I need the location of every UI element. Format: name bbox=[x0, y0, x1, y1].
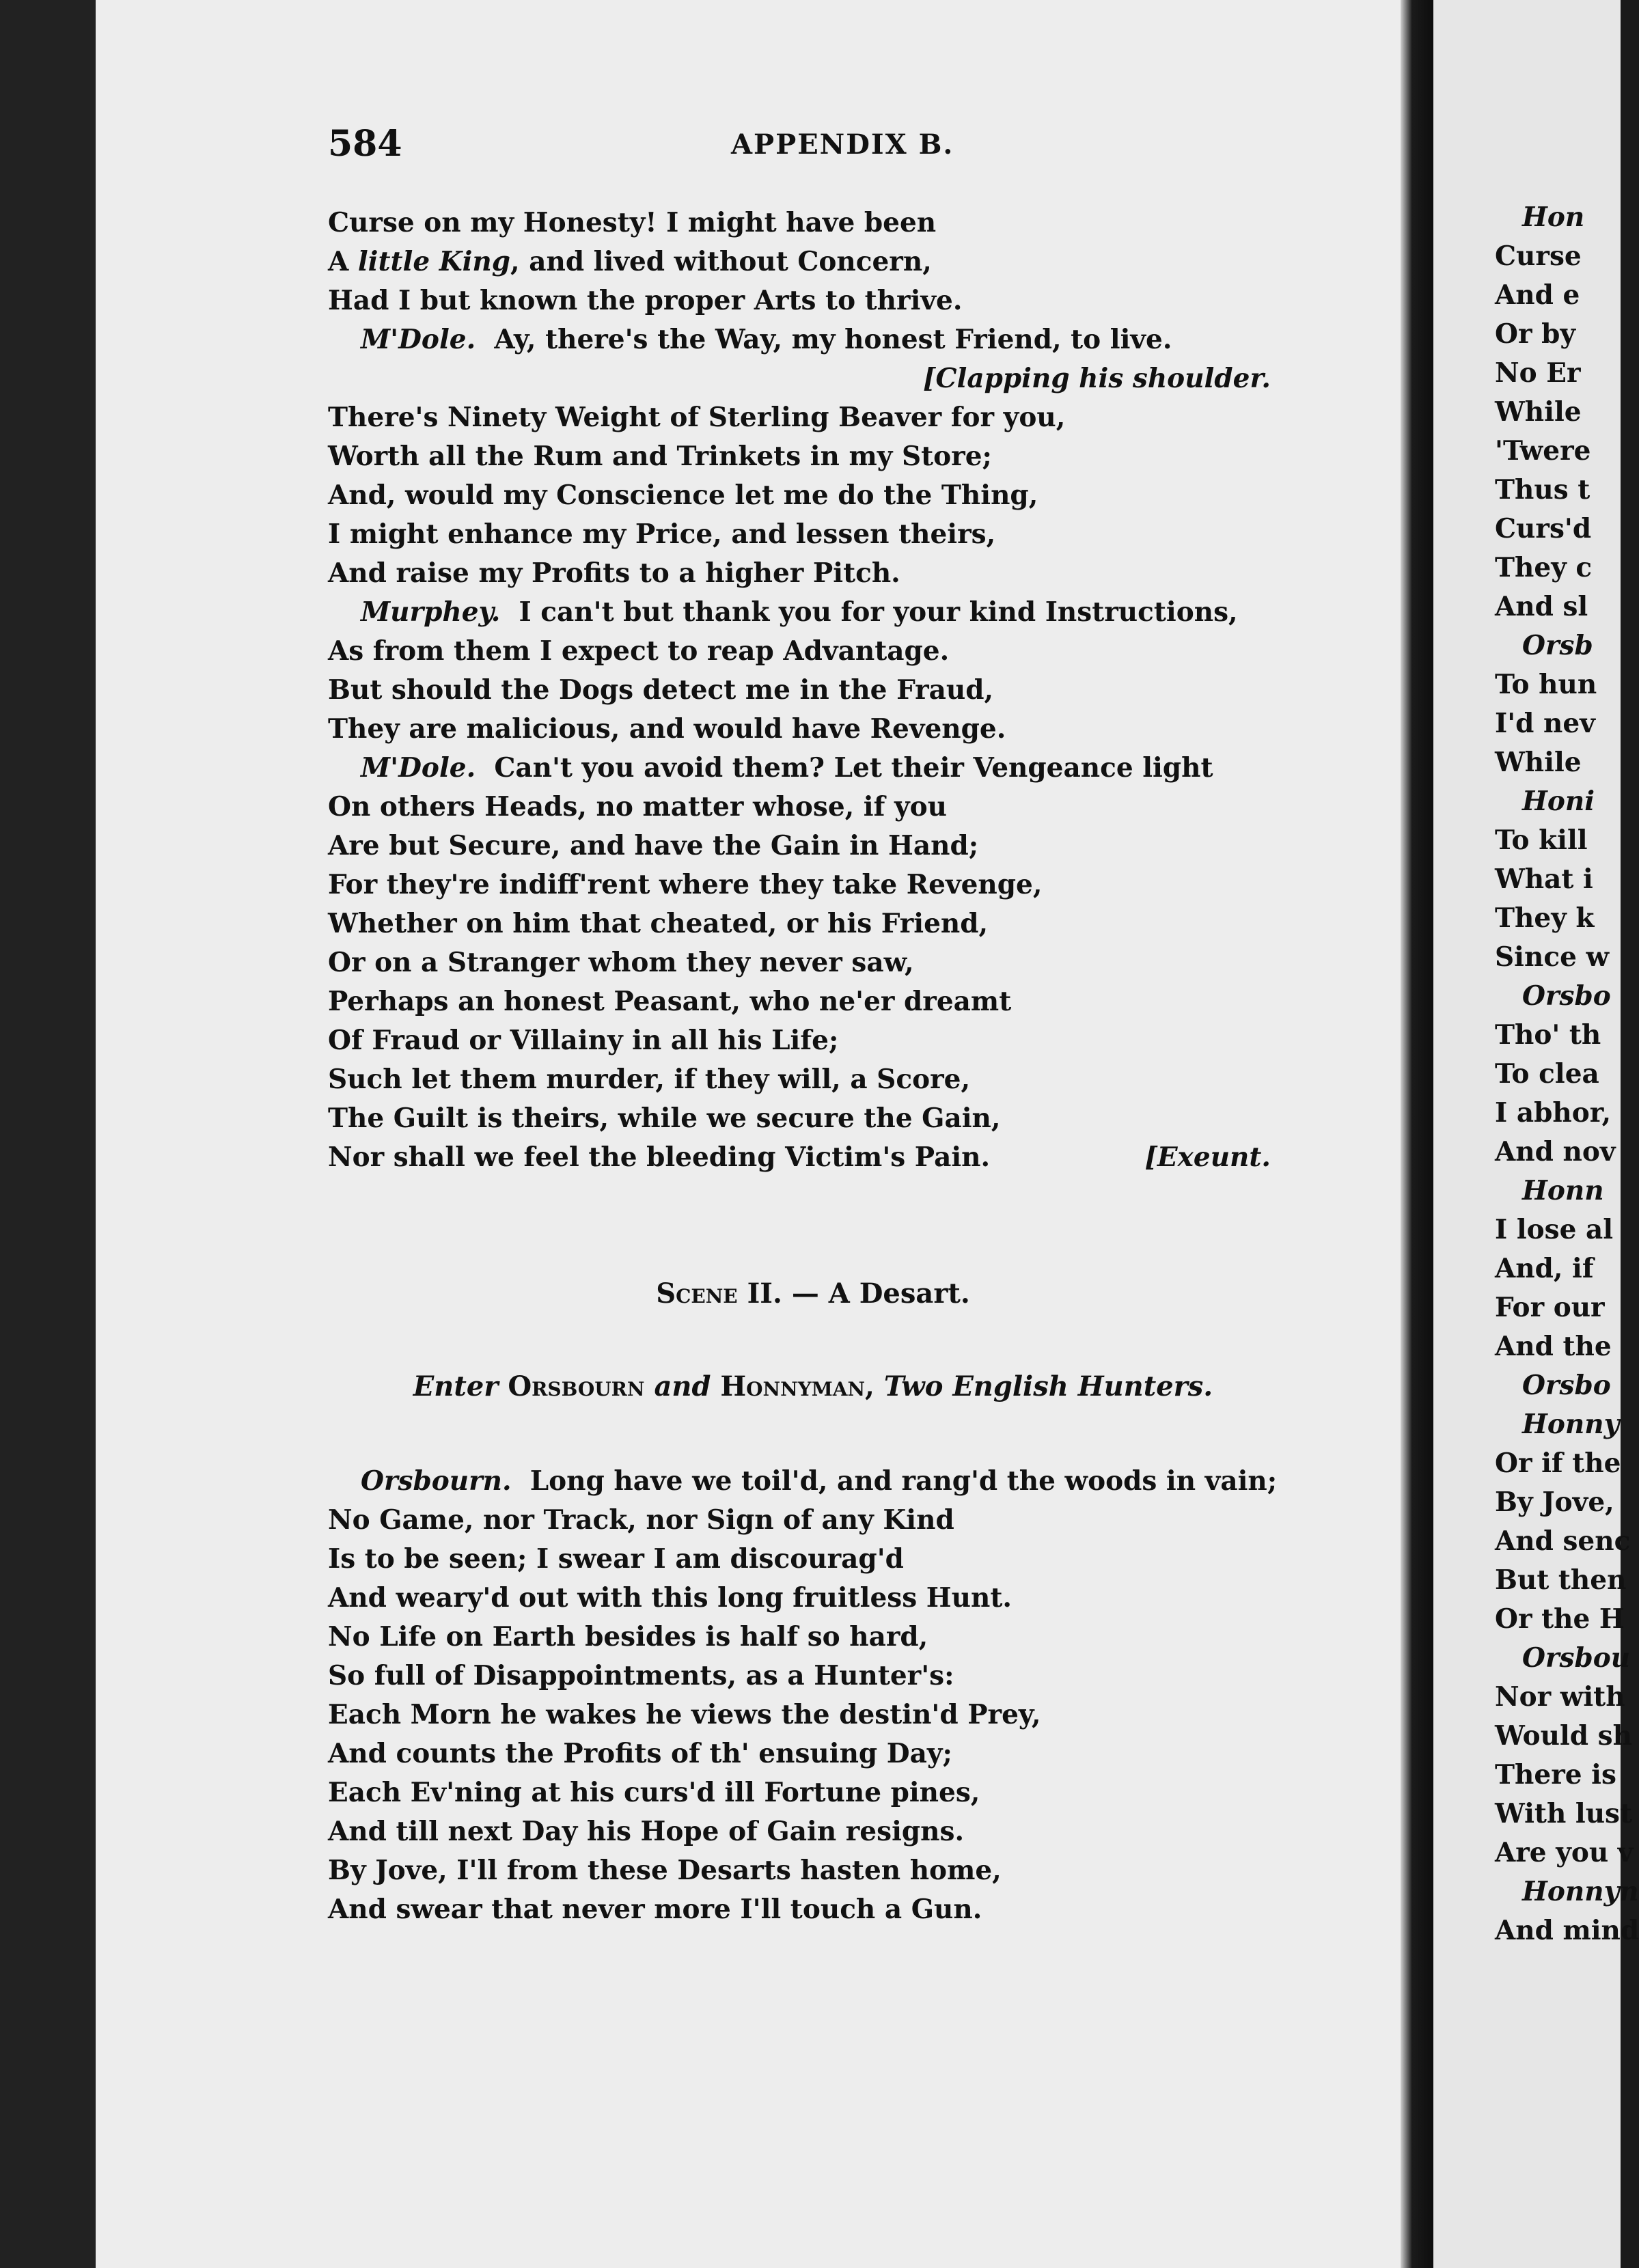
verse-line: No Game, nor Track, nor Sign of any Kind bbox=[328, 1504, 954, 1536]
scene-heading bbox=[328, 1277, 1298, 1310]
speech-line bbox=[328, 1462, 1277, 1501]
facing-page-line: Are you v bbox=[1495, 1837, 1634, 1868]
facing-page-line: By Jove, bbox=[1495, 1486, 1614, 1518]
facing-page-line: No Er bbox=[1495, 357, 1581, 389]
facing-page-line: And mind bbox=[1495, 1915, 1639, 1946]
verse-line: Had I but known the proper Arts to thrive. bbox=[328, 285, 963, 316]
verse-line: Is to be seen; I swear I am discourag'd bbox=[328, 1543, 904, 1575]
verse-line: And swear that never more I'll touch a Gun. bbox=[328, 1894, 982, 1925]
verse-line: Each Morn he wakes he views the destin'd Prey, bbox=[328, 1699, 1041, 1730]
verse-text: , and lived without Concern, bbox=[510, 246, 932, 277]
facing-page-line: Orsbou bbox=[1522, 1642, 1631, 1674]
verse-line: Each Ev'ning at his curs'd ill Fortune pines, bbox=[328, 1777, 980, 1808]
verse-line: Perhaps an honest Peasant, who ne'er dreamt bbox=[328, 986, 1012, 1017]
facing-page-line: Orsbo bbox=[1522, 980, 1611, 1012]
facing-page-line: There is bbox=[1495, 1759, 1616, 1790]
verse-line: And till next Day his Hope of Gain resigns. bbox=[328, 1816, 965, 1847]
verse-line: Are but Secure, and have the Gain in Hand; bbox=[328, 830, 979, 861]
page-number: 584 bbox=[328, 123, 402, 165]
character-name-2: Honnyman, bbox=[720, 1370, 874, 1402]
facing-page-line: 'Twere bbox=[1495, 435, 1591, 467]
facing-page-line: Honn bbox=[1522, 1175, 1604, 1206]
facing-page-line: While bbox=[1495, 747, 1582, 778]
verse-line: And raise my Profits to a higher Pitch. bbox=[328, 557, 900, 589]
speaker-name: M'Dole. bbox=[361, 324, 476, 355]
facing-page-line: Tho' th bbox=[1495, 1019, 1601, 1051]
facing-page-line: With lust bbox=[1495, 1798, 1633, 1829]
verse-line: Of Fraud or Villainy in all his Life; bbox=[328, 1025, 839, 1056]
verse-text: Nor shall we feel the bleeding Victim's Pain. bbox=[328, 1142, 991, 1173]
speaker-name: Murphey. bbox=[361, 596, 501, 628]
verse-line: The Guilt is theirs, while we secure the Gain, bbox=[328, 1103, 1001, 1134]
entrance-tail: Two English Hunters. bbox=[883, 1370, 1213, 1402]
facing-page-line: Honny bbox=[1522, 1409, 1620, 1440]
verse-line: And weary'd out with this long fruitless Hunt. bbox=[328, 1582, 1012, 1614]
facing-page-line: And e bbox=[1495, 279, 1580, 311]
facing-page-line: Would sh bbox=[1495, 1720, 1632, 1752]
speech-text: Can't you avoid them? Let their Vengeance light bbox=[494, 752, 1213, 784]
speech-line bbox=[328, 593, 1271, 632]
running-head: APPENDIX B. bbox=[731, 128, 954, 161]
verse-text: A bbox=[328, 246, 358, 277]
verse-line: Worth all the Rum and Trinkets in my Store; bbox=[328, 441, 992, 472]
enter-word: Enter bbox=[413, 1370, 499, 1402]
verse-block-scene-1 bbox=[328, 204, 1271, 1177]
facing-page-line: I abhor, bbox=[1495, 1097, 1612, 1129]
speech-line bbox=[328, 749, 1271, 788]
verse-line: As from them I expect to reap Advantage. bbox=[328, 635, 950, 667]
facing-page-line: But then bbox=[1495, 1564, 1627, 1596]
verse-line: So full of Disappointments, as a Hunter's: bbox=[328, 1660, 954, 1691]
character-name-1: Orsbourn bbox=[508, 1370, 645, 1402]
verse-line bbox=[328, 243, 1271, 281]
facing-page-line: For our bbox=[1495, 1292, 1605, 1323]
facing-page-line: Curs'd bbox=[1495, 513, 1592, 544]
verse-line: For they're indiff'rent where they take Revenge, bbox=[328, 869, 1043, 900]
facing-page-line: Thus t bbox=[1495, 474, 1590, 506]
verse-line: And, would my Conscience let me do the Thing, bbox=[328, 480, 1038, 511]
facing-page-line: They c bbox=[1495, 552, 1593, 583]
facing-page-line: Curse bbox=[1495, 240, 1582, 272]
and-word: and bbox=[654, 1370, 711, 1402]
emphasis-text: little King bbox=[357, 246, 511, 277]
facing-page-line: While bbox=[1495, 396, 1582, 428]
verse-line: They are malicious, and would have Revenge. bbox=[328, 713, 1006, 745]
speech-text: Ay, there's the Way, my honest Friend, to live. bbox=[494, 324, 1172, 355]
facing-page-line: And sl bbox=[1495, 591, 1588, 622]
facing-page-line: Orsb bbox=[1522, 630, 1593, 661]
page-header bbox=[328, 123, 1298, 171]
verse-line bbox=[328, 1138, 1271, 1177]
verse-line: I might enhance my Price, and lessen theirs, bbox=[328, 518, 996, 550]
facing-page-line: And nov bbox=[1495, 1136, 1616, 1167]
facing-page-line: I lose al bbox=[1495, 1214, 1614, 1245]
facing-page-line: Honi bbox=[1522, 786, 1595, 817]
facing-page-line: And the bbox=[1495, 1331, 1612, 1362]
facing-page-line: I'd nev bbox=[1495, 708, 1595, 739]
book-gutter bbox=[1401, 0, 1433, 2268]
facing-page-line: What i bbox=[1495, 863, 1593, 895]
facing-page-line: Orsbo bbox=[1522, 1370, 1611, 1401]
facing-page-line: Hon bbox=[1522, 202, 1585, 233]
scene-word: Scene bbox=[656, 1277, 738, 1310]
verse-line: But should the Dogs detect me in the Fraud, bbox=[328, 674, 994, 706]
verse-line: No Life on Earth besides is half so hard, bbox=[328, 1621, 928, 1652]
speaker-name: Orsbourn. bbox=[361, 1465, 512, 1497]
verse-line: Or on a Stranger whom they never saw, bbox=[328, 947, 914, 978]
facing-page-line: And, if bbox=[1495, 1253, 1594, 1284]
verse-line: By Jove, I'll from these Desarts hasten home, bbox=[328, 1855, 1002, 1886]
page-content bbox=[328, 123, 1298, 1925]
facing-page-line: Or by bbox=[1495, 318, 1576, 350]
stage-direction: [Clapping his shoulder. bbox=[923, 363, 1271, 394]
facing-page-line: Or if the bbox=[1495, 1448, 1621, 1479]
verse-line: Whether on him that cheated, or his Friend, bbox=[328, 908, 989, 939]
speech-line bbox=[328, 320, 1271, 359]
verse-line: On others Heads, no matter whose, if you bbox=[328, 791, 948, 822]
facing-page-line: Or the H bbox=[1495, 1603, 1625, 1635]
verse-line: Curse on my Honesty! I might have been bbox=[328, 207, 937, 238]
verse-line: And counts the Profits of th' ensuing Day; bbox=[328, 1738, 952, 1769]
facing-page-line: Nor with bbox=[1495, 1681, 1625, 1713]
facing-page-line: They k bbox=[1495, 902, 1595, 934]
scene-title-rest: II. — A Desart. bbox=[737, 1277, 970, 1310]
facing-page-line: To kill bbox=[1495, 825, 1588, 856]
facing-page-line: To clea bbox=[1495, 1058, 1599, 1090]
entrance-direction bbox=[328, 1370, 1298, 1402]
verse-block-scene-2 bbox=[328, 1462, 1277, 1929]
facing-page-line: Honnyn bbox=[1522, 1876, 1639, 1907]
speaker-name: M'Dole. bbox=[361, 752, 476, 784]
facing-page-line: To hun bbox=[1495, 669, 1597, 700]
verse-line: There's Ninety Weight of Sterling Beaver for you, bbox=[328, 402, 1066, 433]
facing-page-line: And senc bbox=[1495, 1525, 1631, 1557]
speech-text: Long have we toil'd, and rang'd the woods in vain; bbox=[529, 1465, 1278, 1497]
facing-page-text bbox=[1495, 198, 1639, 1950]
facing-page-line: Since w bbox=[1495, 941, 1610, 973]
verse-line: Such let them murder, if they will, a Score, bbox=[328, 1064, 971, 1095]
exit-direction: [Exeunt. bbox=[1144, 1142, 1271, 1173]
speech-text: I can't but thank you for your kind Instructions, bbox=[519, 596, 1238, 628]
